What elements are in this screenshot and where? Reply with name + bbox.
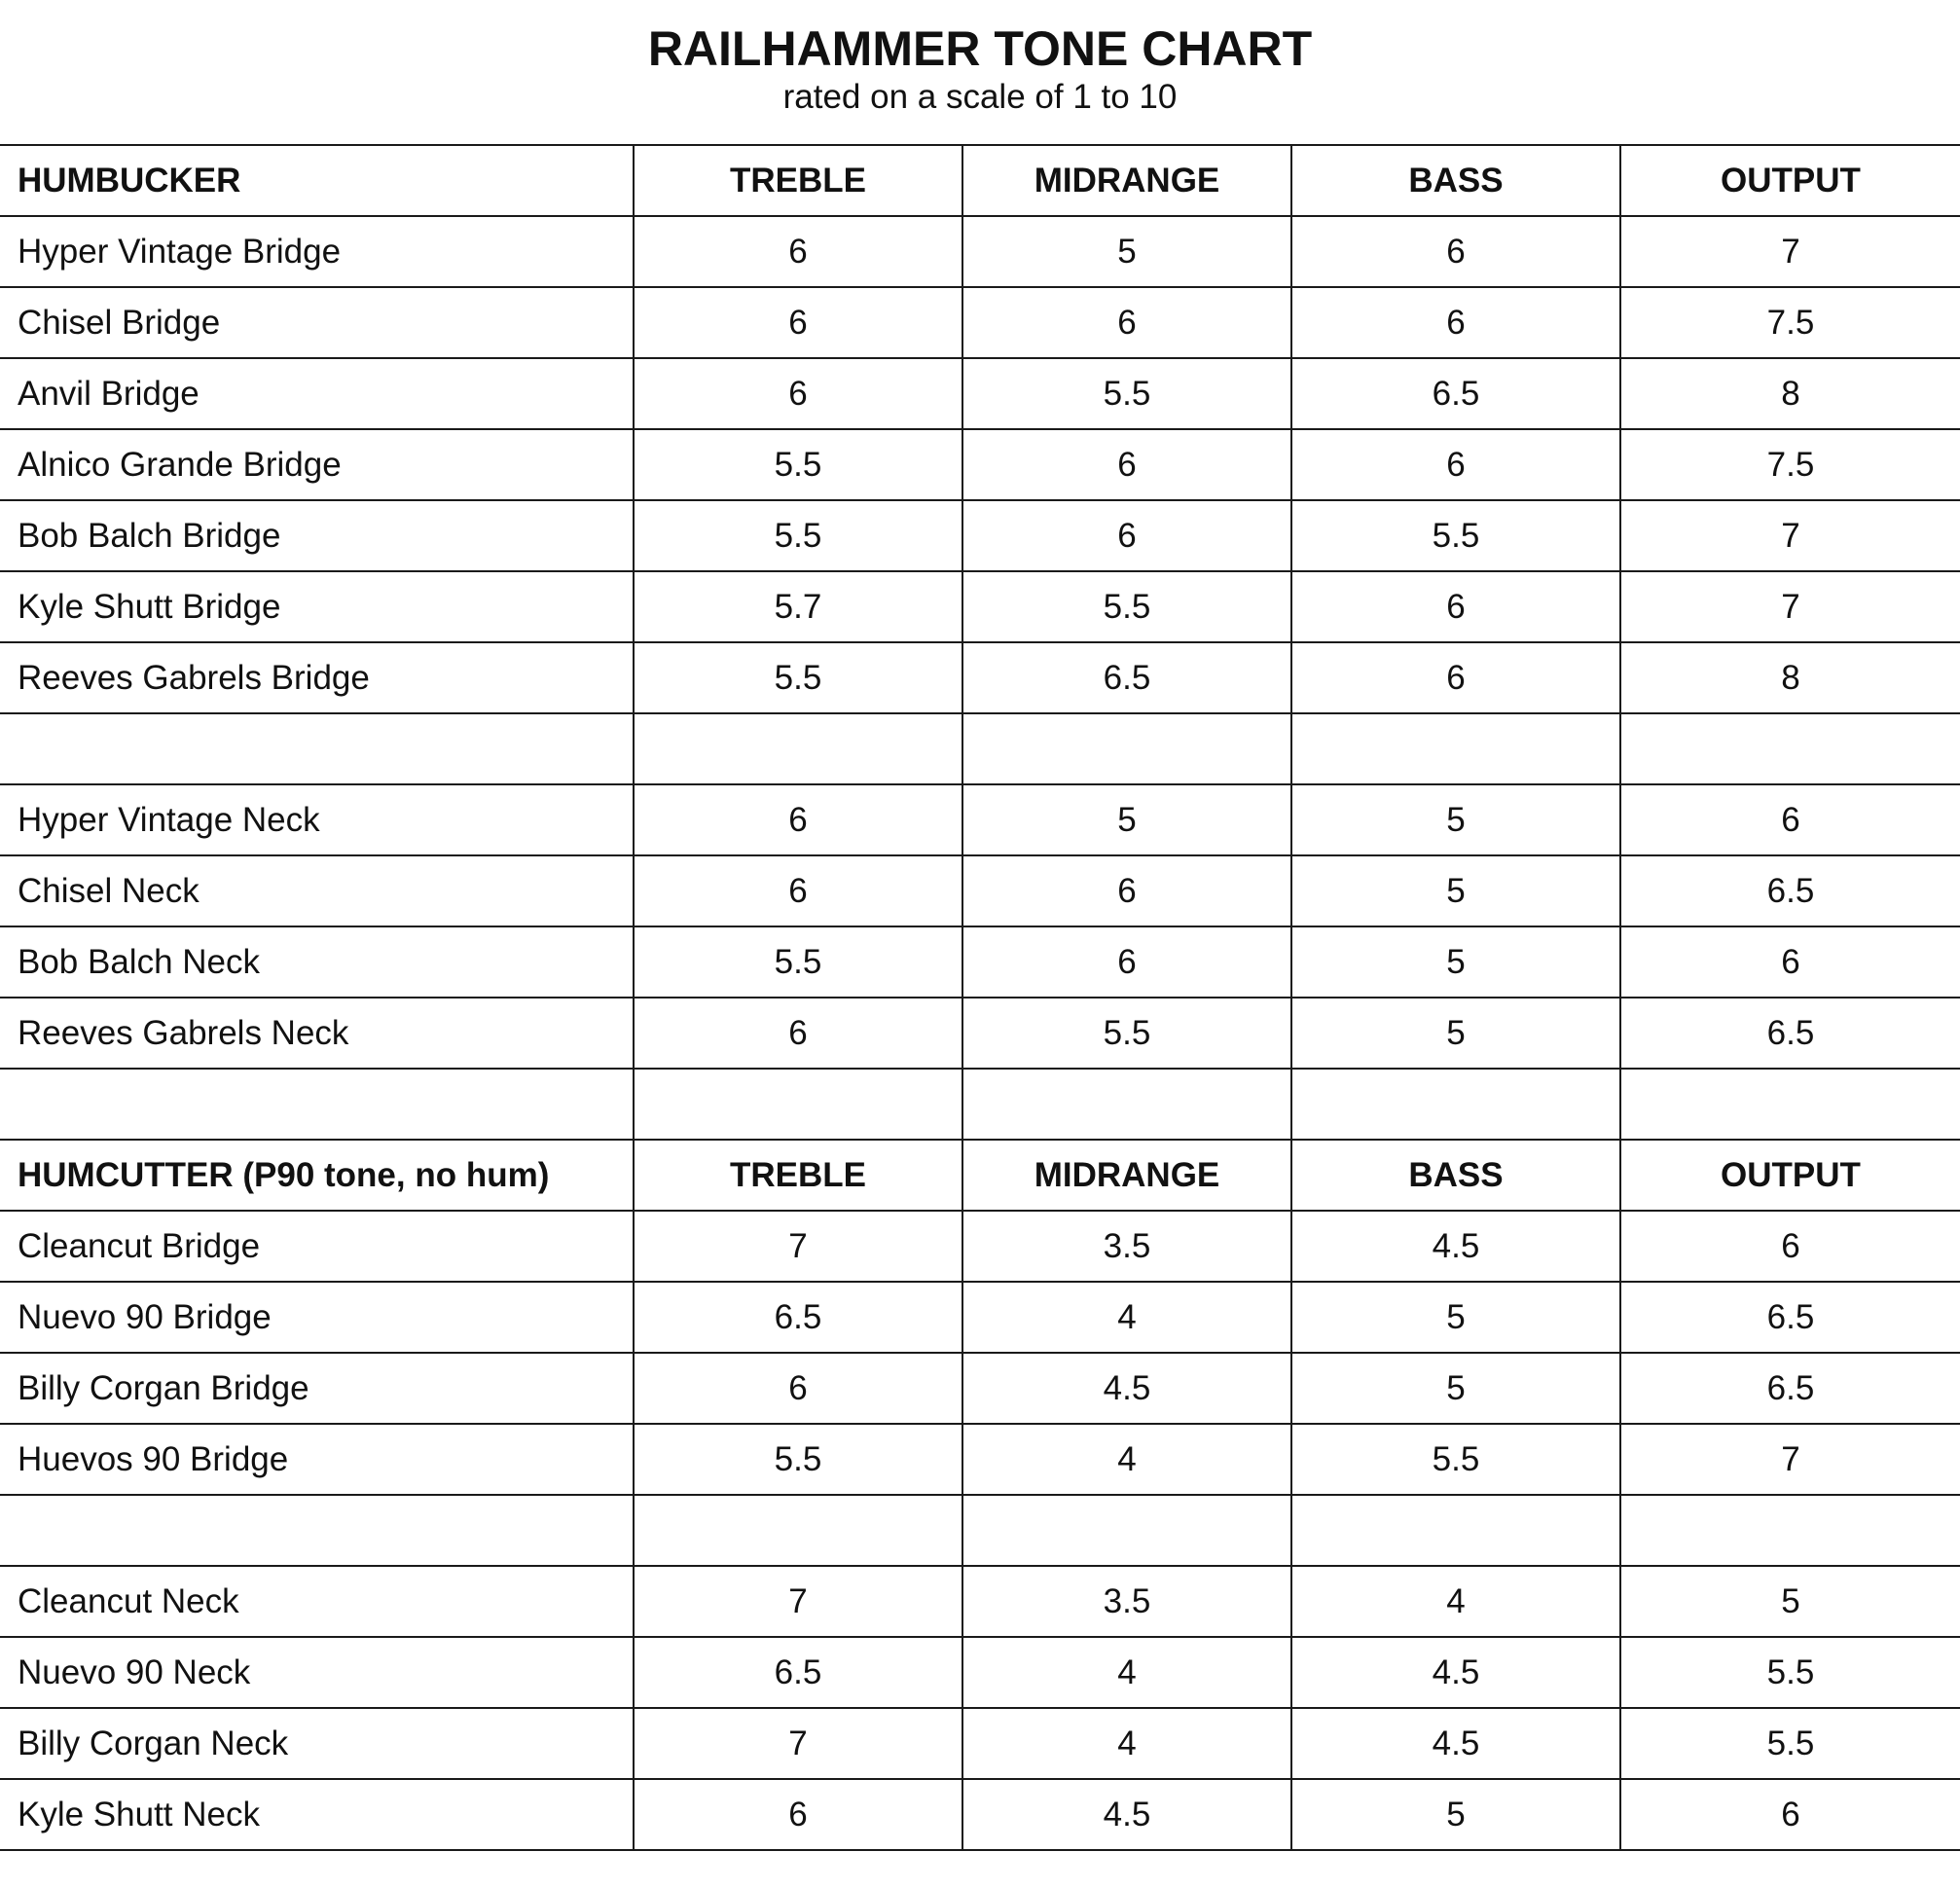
cell-midrange: 6 xyxy=(962,429,1291,500)
cell-bass: 5 xyxy=(1291,784,1620,855)
cell-midrange: 3.5 xyxy=(962,1211,1291,1282)
cell-output: 6.5 xyxy=(1620,998,1960,1069)
cell-treble: 6 xyxy=(634,1779,962,1850)
cell-midrange: 6 xyxy=(962,855,1291,926)
cell-bass: 6.5 xyxy=(1291,358,1620,429)
cell-midrange: 4 xyxy=(962,1282,1291,1353)
chart-header xyxy=(0,0,1960,144)
cell-pickup: Bob Balch Neck xyxy=(0,926,634,998)
cell-pickup: Hyper Vintage Bridge xyxy=(0,216,634,287)
cell-output xyxy=(1620,1495,1960,1566)
cell-treble: 5.7 xyxy=(634,571,962,642)
cell-pickup xyxy=(0,1495,634,1566)
cell-midrange: 6 xyxy=(962,287,1291,358)
table-row xyxy=(0,1779,1960,1850)
table-row xyxy=(0,1353,1960,1424)
table-row xyxy=(0,855,1960,926)
cell-treble: 6 xyxy=(634,287,962,358)
cell-output: 7 xyxy=(1620,216,1960,287)
cell-output: 6 xyxy=(1620,1211,1960,1282)
cell-treble: 7 xyxy=(634,1708,962,1779)
cell-treble: 5.5 xyxy=(634,642,962,713)
cell-midrange xyxy=(962,1495,1291,1566)
cell-midrange: 4.5 xyxy=(962,1779,1291,1850)
cell-pickup: Reeves Gabrels Bridge xyxy=(0,642,634,713)
table-row xyxy=(0,998,1960,1069)
cell-output: 5.5 xyxy=(1620,1708,1960,1779)
cell-output: 7 xyxy=(1620,500,1960,571)
cell-output xyxy=(1620,1069,1960,1140)
table-row xyxy=(0,642,1960,713)
table-row xyxy=(0,500,1960,571)
page-title: RAILHAMMER TONE CHART xyxy=(647,21,1313,76)
cell-pickup: Alnico Grande Bridge xyxy=(0,429,634,500)
cell-output: 6 xyxy=(1620,926,1960,998)
cell-pickup xyxy=(0,1069,634,1140)
table-spacer-row xyxy=(0,1069,1960,1140)
header-cell-output: OUTPUT xyxy=(1620,1140,1960,1211)
cell-bass: 5 xyxy=(1291,926,1620,998)
cell-pickup xyxy=(0,713,634,784)
cell-output: 7.5 xyxy=(1620,429,1960,500)
cell-bass: 6 xyxy=(1291,429,1620,500)
cell-midrange: 5.5 xyxy=(962,571,1291,642)
page-subtitle: rated on a scale of 1 to 10 xyxy=(782,78,1178,116)
table-row xyxy=(0,1708,1960,1779)
cell-bass: 4.5 xyxy=(1291,1637,1620,1708)
cell-output: 6 xyxy=(1620,784,1960,855)
table-header-row xyxy=(0,1140,1960,1211)
cell-treble: 7 xyxy=(634,1566,962,1637)
cell-treble: 6 xyxy=(634,216,962,287)
table-spacer-row xyxy=(0,1495,1960,1566)
table-row xyxy=(0,429,1960,500)
cell-midrange: 4 xyxy=(962,1424,1291,1495)
cell-midrange: 5.5 xyxy=(962,998,1291,1069)
cell-midrange: 5 xyxy=(962,216,1291,287)
cell-pickup: Reeves Gabrels Neck xyxy=(0,998,634,1069)
cell-midrange: 6 xyxy=(962,926,1291,998)
cell-midrange: 5 xyxy=(962,784,1291,855)
tone-table xyxy=(0,144,1960,1851)
cell-bass xyxy=(1291,713,1620,784)
cell-treble: 6 xyxy=(634,998,962,1069)
cell-bass xyxy=(1291,1069,1620,1140)
cell-treble: 6.5 xyxy=(634,1282,962,1353)
table-row xyxy=(0,784,1960,855)
cell-bass xyxy=(1291,1495,1620,1566)
header-cell-midrange: MIDRANGE xyxy=(962,1140,1291,1211)
table-row xyxy=(0,1566,1960,1637)
table-spacer-row xyxy=(0,713,1960,784)
cell-treble: 6 xyxy=(634,1353,962,1424)
cell-treble: 6 xyxy=(634,784,962,855)
cell-output: 7 xyxy=(1620,1424,1960,1495)
cell-pickup: Nuevo 90 Bridge xyxy=(0,1282,634,1353)
header-cell-output: OUTPUT xyxy=(1620,145,1960,216)
cell-bass: 6 xyxy=(1291,216,1620,287)
cell-output: 5 xyxy=(1620,1566,1960,1637)
header-cell-pickup: HUMCUTTER (P90 tone, no hum) xyxy=(0,1140,634,1211)
cell-bass: 6 xyxy=(1291,287,1620,358)
cell-treble: 7 xyxy=(634,1211,962,1282)
cell-pickup: Cleancut Neck xyxy=(0,1566,634,1637)
cell-pickup: Huevos 90 Bridge xyxy=(0,1424,634,1495)
cell-pickup: Chisel Bridge xyxy=(0,287,634,358)
cell-bass: 5 xyxy=(1291,855,1620,926)
cell-treble: 5.5 xyxy=(634,429,962,500)
cell-midrange: 4 xyxy=(962,1637,1291,1708)
cell-pickup: Chisel Neck xyxy=(0,855,634,926)
cell-output: 5.5 xyxy=(1620,1637,1960,1708)
cell-bass: 5 xyxy=(1291,998,1620,1069)
cell-output: 6 xyxy=(1620,1779,1960,1850)
table-row xyxy=(0,358,1960,429)
header-cell-bass: BASS xyxy=(1291,1140,1620,1211)
cell-bass: 4.5 xyxy=(1291,1708,1620,1779)
cell-pickup: Hyper Vintage Neck xyxy=(0,784,634,855)
cell-pickup: Nuevo 90 Neck xyxy=(0,1637,634,1708)
cell-midrange: 5.5 xyxy=(962,358,1291,429)
cell-output: 7.5 xyxy=(1620,287,1960,358)
table-row xyxy=(0,287,1960,358)
cell-bass: 4 xyxy=(1291,1566,1620,1637)
table-header-row xyxy=(0,145,1960,216)
table-row xyxy=(0,216,1960,287)
header-cell-midrange: MIDRANGE xyxy=(962,145,1291,216)
cell-midrange: 6 xyxy=(962,500,1291,571)
cell-pickup: Anvil Bridge xyxy=(0,358,634,429)
cell-treble xyxy=(634,1495,962,1566)
cell-pickup: Billy Corgan Neck xyxy=(0,1708,634,1779)
cell-pickup: Billy Corgan Bridge xyxy=(0,1353,634,1424)
tone-table-body xyxy=(0,145,1960,1850)
cell-pickup: Bob Balch Bridge xyxy=(0,500,634,571)
cell-output: 6.5 xyxy=(1620,1353,1960,1424)
table-row xyxy=(0,1211,1960,1282)
cell-bass: 6 xyxy=(1291,571,1620,642)
cell-output: 8 xyxy=(1620,642,1960,713)
cell-output xyxy=(1620,713,1960,784)
cell-bass: 5.5 xyxy=(1291,1424,1620,1495)
cell-bass: 5.5 xyxy=(1291,500,1620,571)
cell-bass: 4.5 xyxy=(1291,1211,1620,1282)
cell-pickup: Cleancut Bridge xyxy=(0,1211,634,1282)
cell-output: 7 xyxy=(1620,571,1960,642)
cell-output: 6.5 xyxy=(1620,855,1960,926)
cell-bass: 5 xyxy=(1291,1282,1620,1353)
table-row xyxy=(0,1637,1960,1708)
cell-midrange: 3.5 xyxy=(962,1566,1291,1637)
cell-treble: 6.5 xyxy=(634,1637,962,1708)
cell-treble: 5.5 xyxy=(634,926,962,998)
table-row xyxy=(0,926,1960,998)
cell-treble: 5.5 xyxy=(634,1424,962,1495)
cell-treble xyxy=(634,1069,962,1140)
cell-midrange xyxy=(962,1069,1291,1140)
cell-bass: 6 xyxy=(1291,642,1620,713)
cell-pickup: Kyle Shutt Bridge xyxy=(0,571,634,642)
header-cell-treble: TREBLE xyxy=(634,1140,962,1211)
table-row xyxy=(0,1282,1960,1353)
cell-output: 6.5 xyxy=(1620,1282,1960,1353)
header-cell-treble: TREBLE xyxy=(634,145,962,216)
cell-treble: 5.5 xyxy=(634,500,962,571)
cell-treble: 6 xyxy=(634,358,962,429)
cell-bass: 5 xyxy=(1291,1779,1620,1850)
cell-midrange: 4.5 xyxy=(962,1353,1291,1424)
cell-bass: 5 xyxy=(1291,1353,1620,1424)
cell-output: 8 xyxy=(1620,358,1960,429)
cell-treble: 6 xyxy=(634,855,962,926)
header-cell-pickup: HUMBUCKER xyxy=(0,145,634,216)
table-row xyxy=(0,571,1960,642)
cell-treble xyxy=(634,713,962,784)
cell-midrange: 6.5 xyxy=(962,642,1291,713)
cell-pickup: Kyle Shutt Neck xyxy=(0,1779,634,1850)
table-row xyxy=(0,1424,1960,1495)
header-cell-bass: BASS xyxy=(1291,145,1620,216)
cell-midrange: 4 xyxy=(962,1708,1291,1779)
cell-midrange xyxy=(962,713,1291,784)
